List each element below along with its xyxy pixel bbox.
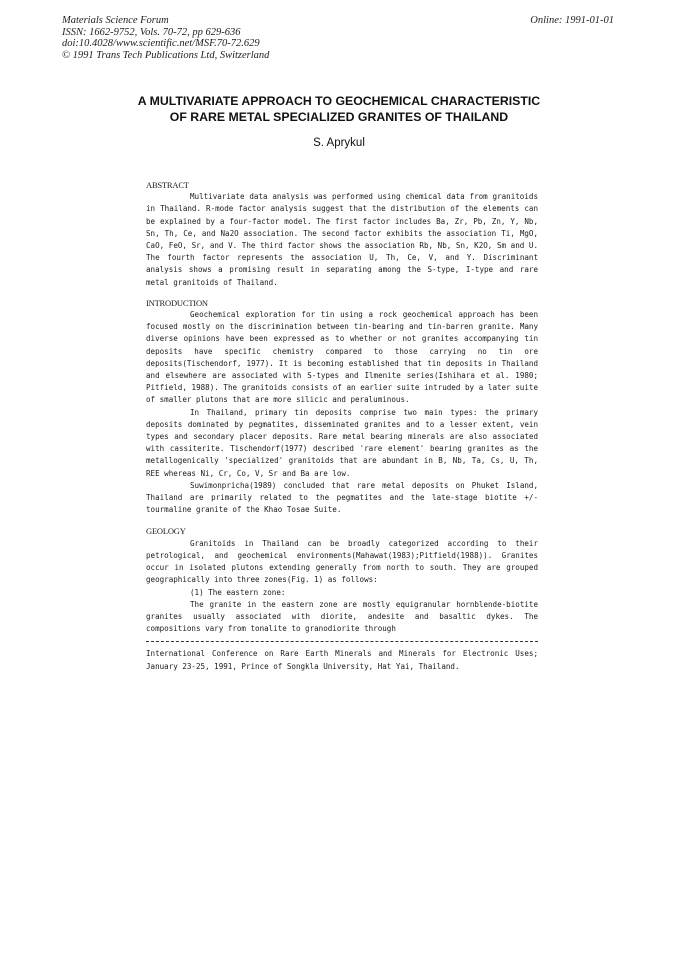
abstract-text: Multivariate data analysis was performed using chemical data from granitoids in Thailand. R-mode factor analysis suggest that the distribution of the elements can be explained by a four-factor model. The first factor includes Ba, Zr, Pb, Zn, Y, Nb, Sn, Th, Ce, and Na2O association. The second factor exhibits the association Ti, MgO, CaO, FeO, Sr, and V. The third factor shows the association Rb, Nb, Sn, K2O, Sm and U. The fourth factor represents the association U, Th, Ce, V, and Y. Discriminant analysis shows a promising result in separating among the S-type, I-type and rare metal granitoids of Thailand. xyxy=(146,192,538,287)
title-line-1: A MULTIVARIATE APPROACH TO GEOCHEMICAL CHARACTERISTIC xyxy=(137,94,541,108)
abstract-heading: ABSTRACT xyxy=(146,180,189,190)
online-date: Online: 1991-01-01 xyxy=(530,15,614,26)
conference-footnote: International Conference on Rare Earth Minerals and Minerals for Electronic Uses; January 23-25, 1991, Prince of Songkla University, Hat Yai, Thailand. xyxy=(146,649,538,671)
footnote-divider xyxy=(146,641,538,642)
intro-paragraph: Geochemical exploration for tin using a rock geochemical approach has been focused mostly on the discrimination between tin-bearing and tin-barren granite. Many diverse opinions have been expressed as to whether or not granites accompanying tin deposits have specific chemistry compared to those carrying no tin ore deposits(Tischendorf, 1977). It is becoming established that tin deposits in Thailand and elsewhere are associated with S-types and Ilmenite series(Ishihara et al. 1980; Pitfield, 1988). The granitoids consists of an earlier suite intruded by a later suite of smaller plutons that are more silicic and peraluminous. xyxy=(146,310,538,405)
introduction-heading: INTRODUCTION xyxy=(146,297,208,308)
journal-doi[interactable]: doi:10.4028/www.scientific.net/MSF.70-72.629 xyxy=(62,38,260,50)
zone-text: The granite in the eastern zone are mostly equigranular hornblende-biotite granites usually associated with diorite, andesite and basaltic dykes. The compositions vary from tonalite to granodiorite through xyxy=(146,599,538,634)
journal-name: Materials Science Forum xyxy=(62,15,169,26)
paper-title xyxy=(0,93,678,125)
journal-copyright: © 1991 Trans Tech Publications Ltd, Switzerland xyxy=(62,49,270,61)
zone-label: (1) The eastern zone: xyxy=(190,587,286,597)
intro-paragraph: Suwimonpricha(1989) concluded that rare metal deposits on Phuket Island, Thailand are primarily related to the pegmatites and the late-stage biotite +/- tourmaline granite of the Khao Tosae Suite. xyxy=(146,480,538,515)
journal-header xyxy=(62,15,362,61)
intro-paragraph: In Thailand, primary tin deposits comprise two main types: the primary deposits dominated by pegmatites, disseminated granites and to a lesser extent, vein types and secondary placer deposits. Rare metal bearing minerals are also associated with cassiterite. Tischendorf(1977) described 'rare element' bearing granites as the metallogenically 'specialized' granitoids that are abundant in B, Nb, Ta, Cs, U, Th, REE whereas Ni, Cr, Co, V, Sr and Ba are low. xyxy=(146,407,538,478)
author-name: S. Aprykul xyxy=(313,137,365,149)
geology-paragraph: Granitoids in Thailand can be broadly categorized according to their petrological, and geochemical environments(Mahawat(1983);Pitfield(1988)). Granites occur in isolated plutons extending generally from north to south. They are grouped geographically into three zones(Fig. 1) as follows: xyxy=(146,538,538,585)
title-line-2: OF RARE METAL SPECIALIZED GRANITES OF THAILAND xyxy=(169,110,509,124)
geology-heading: GEOLOGY xyxy=(146,526,186,537)
paper-body xyxy=(146,179,538,673)
journal-issn: ISSN: 1662-9752, Vols. 70-72, pp 629-636 xyxy=(62,26,241,38)
